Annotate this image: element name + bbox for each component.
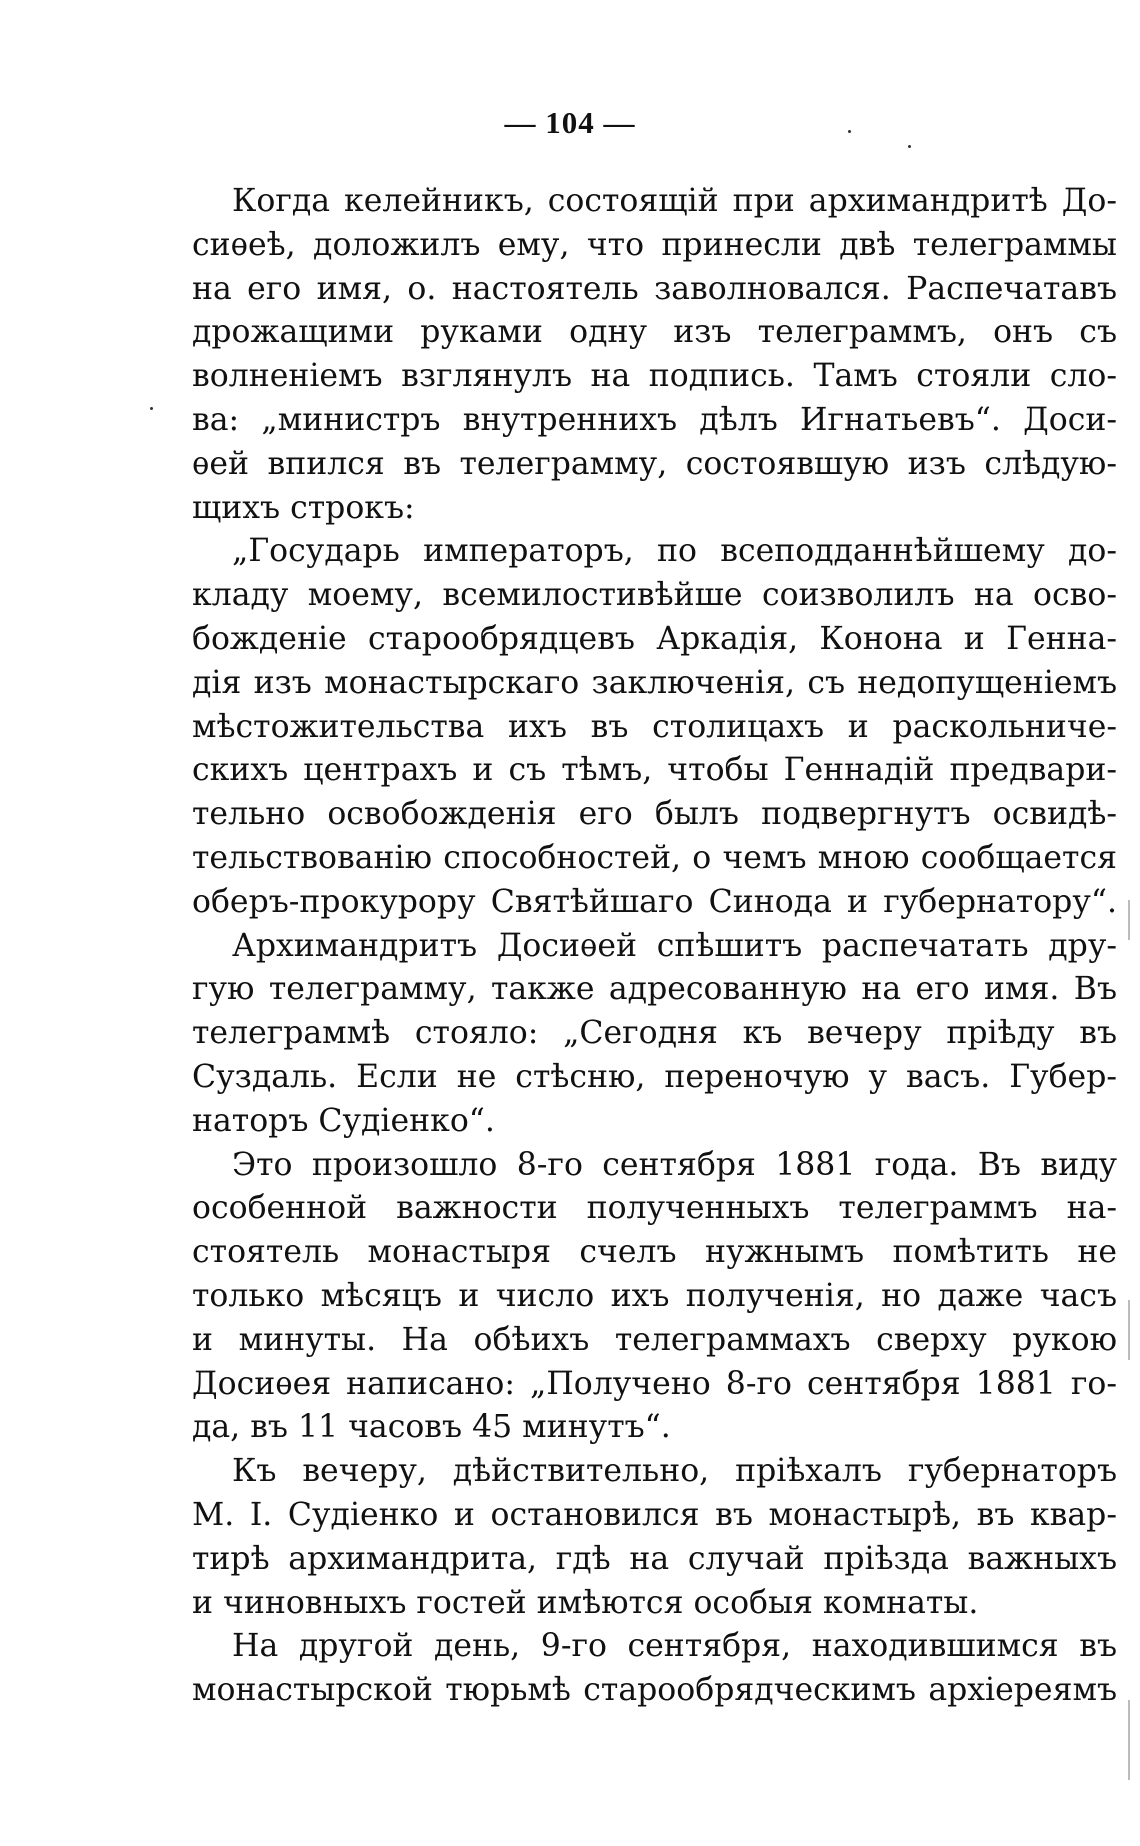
text-line: монастырской тюрьмѣ старообрядческимъ архіереямъ — [192, 1672, 1117, 1709]
text-line: тирѣ архимандрита, гдѣ на случай пріѣзда важныхъ — [192, 1540, 1117, 1577]
text-line: „Государь императоръ, по всеподданнѣйшему до- — [232, 533, 1117, 570]
text-line: наторъ Судіенко“. — [192, 1102, 495, 1139]
text-line: скихъ центрахъ и съ тѣмъ, чтобы Геннадій предвари- — [192, 752, 1117, 789]
text-line: и минуты. На обѣихъ телеграммахъ сверху рукою — [192, 1321, 1117, 1358]
text-line: Досиѳея написано: „Получено 8-го сентября 1881 го- — [192, 1365, 1117, 1402]
paragraph-4 — [192, 1144, 1117, 1451]
text-line: гую телеграмму, также адресованную на его имя. Въ — [192, 971, 1117, 1008]
scan-speck — [150, 407, 153, 410]
text-line: оберъ-прокурору Святѣйшаго Синода и губернатору“. — [192, 883, 1117, 920]
text-line: тельно освобожденія его былъ подвергнутъ освидѣ- — [192, 796, 1117, 833]
text-line: дія изъ монастырскаго заключенія, съ недопущеніемъ — [192, 664, 1117, 701]
text-line: да, въ 11 часовъ 45 минутъ“. — [192, 1409, 671, 1446]
paragraph-2 — [192, 530, 1117, 924]
text-line: На другой день, 9-го сентября, находившимся въ — [232, 1628, 1117, 1665]
text-line: телеграммѣ стояло: „Сегодня къ вечеру пріѣду въ — [192, 1015, 1117, 1052]
text-line: дрожащими руками одну изъ телеграммъ, онъ съ — [192, 314, 1117, 351]
scan-edge-mark — [1128, 900, 1130, 940]
text-line: стоятель монастыря счелъ нужнымъ помѣтить не — [192, 1234, 1117, 1271]
text-line: Къ вечеру, дѣйствительно, пріѣхалъ губернаторъ — [232, 1453, 1117, 1490]
text-line: кладу моему, всемилостивѣйше соизволилъ на осво- — [192, 577, 1117, 614]
scan-edge-mark — [1128, 1700, 1130, 1780]
paragraph-6 — [192, 1625, 1117, 1713]
paragraph-1 — [192, 180, 1117, 530]
text-line: ѳей впился въ телеграмму, состоявшую изъ слѣдую- — [192, 445, 1117, 482]
text-line: только мѣсяцъ и число ихъ полученія, но даже часъ — [192, 1277, 1117, 1314]
text-line: на его имя, о. настоятель заволновался. Распечатавъ — [192, 270, 1117, 307]
text-line: ва: „министръ внутреннихъ дѣлъ Игнатьевъ“. Доси- — [192, 401, 1117, 438]
text-line: и чиновныхъ гостей имѣются особыя комнаты. — [192, 1584, 979, 1621]
scan-speck — [908, 145, 911, 148]
paragraph-3 — [192, 925, 1117, 1144]
text-line: Архимандритъ Досиѳей спѣшитъ распечатать дру- — [232, 927, 1117, 964]
text-line: особенной важности полученныхъ телеграммъ на- — [192, 1190, 1117, 1227]
scan-speck — [848, 130, 851, 133]
text-line: божденіе старообрядцевъ Аркадія, Конона и Генна- — [192, 620, 1117, 657]
paragraph-5 — [192, 1450, 1117, 1625]
text-line: тельствованію способностей, о чемъ мною сообщается — [192, 839, 1117, 876]
text-line: сиѳеѣ, доложилъ ему, что принесли двѣ телеграммы — [192, 226, 1117, 263]
text-line: М. І. Судіенко и остановился въ монастырѣ, въ квар- — [192, 1496, 1117, 1533]
page-number: — 104 — — [504, 105, 636, 140]
text-line: волненіемъ взглянулъ на подпись. Тамъ стояли сло- — [192, 358, 1117, 395]
text-line: Это произошло 8-го сентября 1881 года. Въ виду — [232, 1146, 1117, 1183]
text-line: Суздаль. Если не стѣсню, переночую у васъ. Губер- — [192, 1058, 1117, 1095]
text-line: Когда келейникъ, состоящій при архимандритѣ До- — [232, 183, 1117, 219]
body-text — [192, 180, 1117, 1713]
text-line: щихъ строкъ: — [192, 489, 415, 526]
text-line: мѣстожительства ихъ въ столицахъ и раскольниче- — [192, 708, 1117, 745]
scan-edge-mark — [1128, 1300, 1130, 1360]
